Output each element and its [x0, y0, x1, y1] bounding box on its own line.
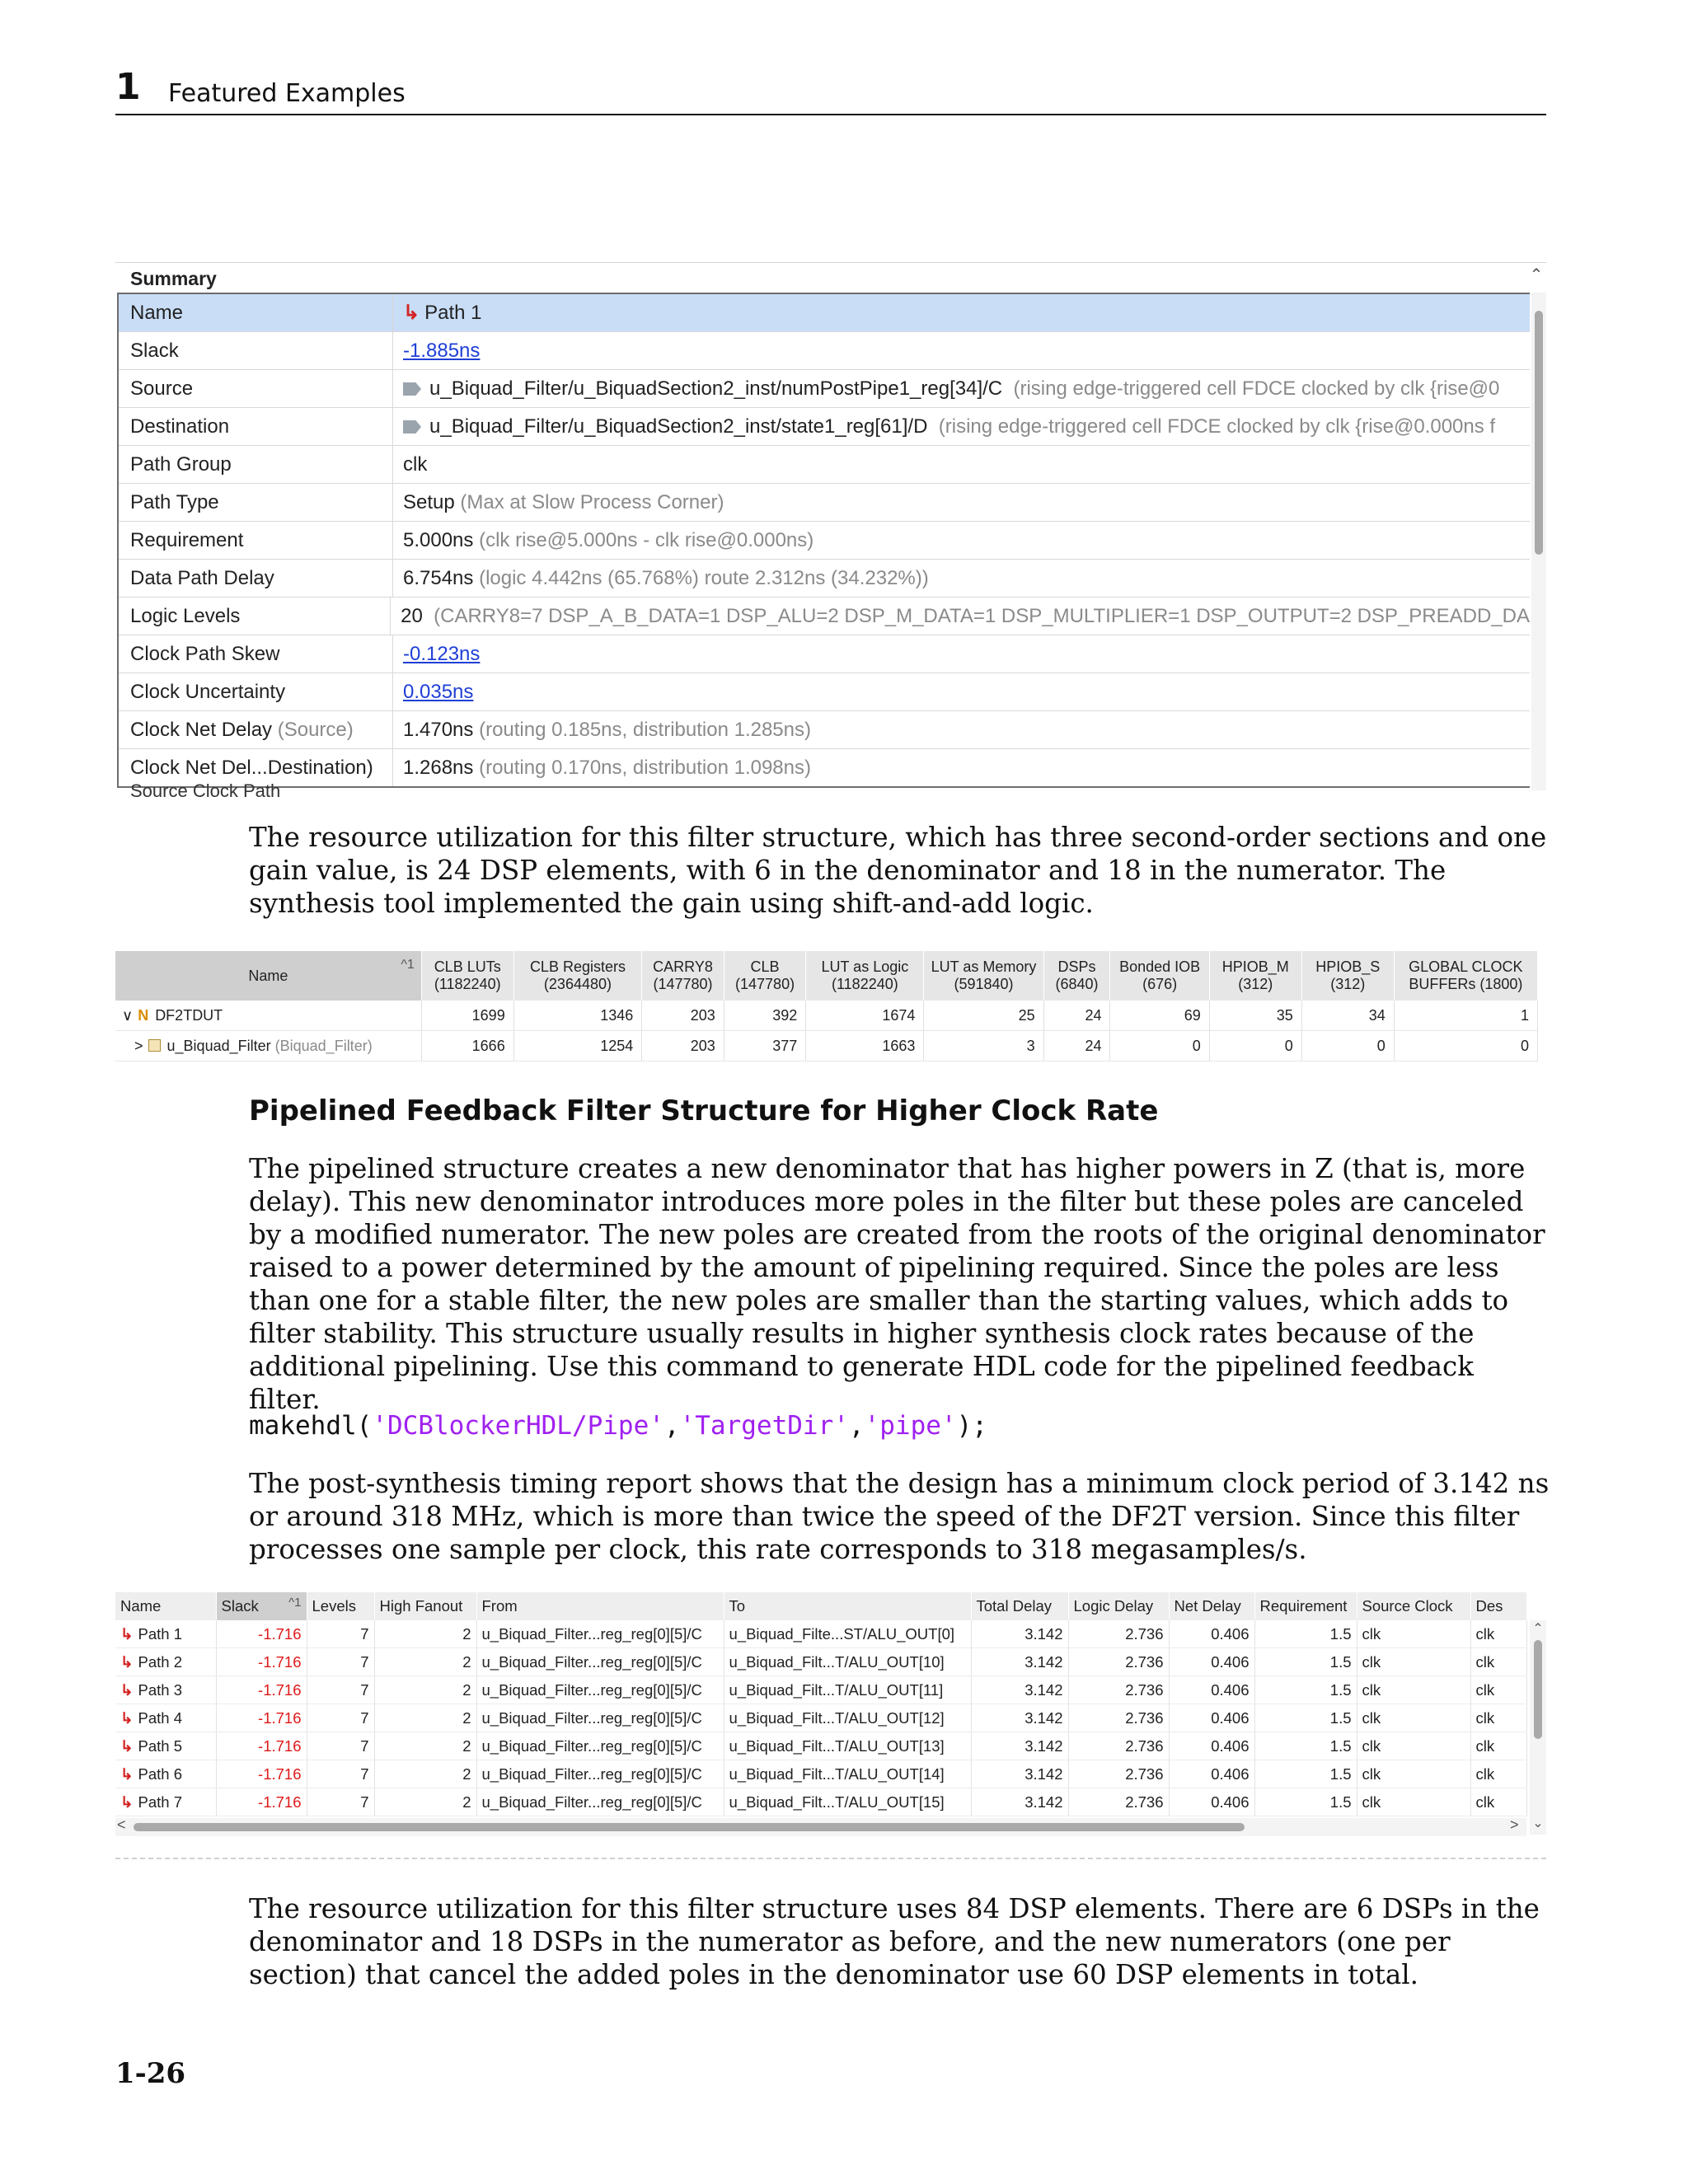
- timing-path-row[interactable]: [115, 1648, 1526, 1676]
- timing-horizontal-scrollbar[interactable]: [115, 1818, 1526, 1836]
- summary-value: 1.268ns: [403, 757, 474, 779]
- cell-pin-icon: [403, 382, 421, 396]
- timing-cell: 7: [307, 1676, 374, 1704]
- timing-cell: 7: [307, 1760, 374, 1788]
- util-header-label: DSPs: [1057, 958, 1096, 975]
- util-header[interactable]: [421, 951, 513, 1001]
- summary-row-slack: [119, 332, 1530, 370]
- timing-path-name: Path 1: [138, 1624, 183, 1643]
- paragraph-1: The resource utilization for this filter structure, which has three second-order sections and one gain value, is 24 DSP elements, with 6 in the denominator and 18 in the numerator. The synthesis tool implemented the gain using shift-and-add logic.: [249, 822, 1547, 919]
- timing-path-name-cell: [115, 1760, 216, 1788]
- summary-key-text: Clock Net Delay: [130, 719, 273, 741]
- timing-paths-panel: [115, 1592, 1546, 1859]
- util-header[interactable]: [924, 951, 1043, 1001]
- timing-cell: u_Biquad_Filter...reg_reg[0][5]/C: [476, 1788, 724, 1816]
- util-header-name-label: Name: [248, 967, 288, 984]
- summary-cut-off-row: Source Clock Path: [130, 780, 281, 801]
- page-number: 1-26: [115, 2057, 186, 2090]
- summary-row-destination: [119, 408, 1530, 446]
- timing-cell: u_Biquad_Filt...T/ALU_OUT[12]: [724, 1704, 971, 1732]
- timing-path-row[interactable]: [115, 1704, 1526, 1732]
- timing-header[interactable]: Net Delay: [1169, 1592, 1254, 1620]
- summary-value: Path 1: [424, 302, 482, 324]
- timing-cell: 2: [374, 1760, 476, 1788]
- summary-detail: (rising edge-triggered cell FDCE clocked by clk {rise@0.000ns f: [938, 415, 1496, 438]
- timing-cell: clk: [1357, 1788, 1470, 1816]
- summary-key-suffix: (Source): [277, 719, 354, 741]
- summary-row-clock-net-delay-source: [119, 711, 1530, 749]
- timing-header[interactable]: High Fanout: [374, 1592, 476, 1620]
- timing-paths-table: [115, 1592, 1527, 1816]
- timing-path-icon: ↳: [120, 1680, 134, 1699]
- timing-cell: -1.716: [216, 1676, 307, 1704]
- timing-cell: 2.736: [1068, 1676, 1169, 1704]
- timing-cell: 1.5: [1254, 1760, 1357, 1788]
- clock-path-skew-link[interactable]: -0.123ns: [403, 643, 481, 665]
- util-cell: 1254: [513, 1031, 642, 1062]
- util-cell: 24: [1043, 1001, 1110, 1031]
- summary-key: Destination: [119, 408, 393, 445]
- summary-detail: (clk rise@5.000ns - clk rise@0.000ns): [479, 529, 814, 551]
- scroll-up-icon[interactable]: ⌃: [1529, 266, 1544, 284]
- util-cell: 3: [924, 1031, 1043, 1062]
- util-header-cap: BUFFERs (1800): [1409, 976, 1523, 992]
- sort-ascending-icon: ^1: [401, 958, 415, 972]
- util-header-cap: (312): [1238, 976, 1273, 992]
- util-header-label: HPIOB_S: [1315, 958, 1381, 975]
- timing-cell: 1.5: [1254, 1788, 1357, 1816]
- summary-row-requirement: [119, 522, 1530, 560]
- util-row-biquad-filter[interactable]: [115, 1031, 1538, 1062]
- timing-cell: 2.736: [1068, 1760, 1169, 1788]
- utilization-table: [115, 951, 1538, 1062]
- timing-path-name: Path 6: [138, 1765, 183, 1783]
- summary-key: [119, 711, 393, 748]
- timing-cell: 2.736: [1068, 1788, 1169, 1816]
- code-fn: makehdl(: [249, 1411, 373, 1441]
- utilization-panel: [115, 951, 1538, 1058]
- util-cell: 1346: [513, 1001, 642, 1031]
- timing-cell: 3.142: [971, 1760, 1068, 1788]
- timing-cell: 7: [307, 1704, 374, 1732]
- timing-path-icon: ↳: [120, 1736, 134, 1755]
- timing-cell: u_Biquad_Filt...T/ALU_OUT[13]: [724, 1732, 971, 1760]
- summary-detail: (CARRY8=7 DSP_A_B_DATA=1 DSP_ALU=2 DSP_M_DATA=1 DSP_MULTIPLIER=1 DSP_OUTPUT=2 DSP_PREADD_DA: [434, 605, 1530, 627]
- timing-path-icon: ↳: [120, 1652, 134, 1671]
- util-header-cap: (147780): [735, 976, 795, 992]
- timing-cell: 0.406: [1169, 1788, 1254, 1816]
- util-header-cap: (1182240): [832, 976, 898, 992]
- timing-cell: 0.406: [1169, 1676, 1254, 1704]
- header-rule: [115, 114, 1546, 115]
- section-heading: Pipelined Feedback Filter Structure for Higher Clock Rate: [249, 1094, 1159, 1127]
- timing-cell: u_Biquad_Filter...reg_reg[0][5]/C: [476, 1760, 724, 1788]
- timing-path-name-cell: [115, 1648, 216, 1676]
- summary-key: Logic Levels: [119, 598, 391, 635]
- timing-path-icon: ↳: [120, 1793, 134, 1811]
- summary-scroll-thumb[interactable]: [1535, 311, 1543, 555]
- slack-link[interactable]: -1.885ns: [403, 340, 481, 362]
- timing-cell: clk: [1470, 1788, 1526, 1816]
- timing-cell: u_Biquad_Filte...ST/ALU_OUT[0]: [724, 1620, 971, 1648]
- timing-cell: u_Biquad_Filter...reg_reg[0][5]/C: [476, 1620, 724, 1648]
- util-cell: 392: [724, 1001, 806, 1031]
- util-header[interactable]: [724, 951, 806, 1001]
- module-instance-icon: [148, 1039, 161, 1052]
- timing-cell: clk: [1470, 1732, 1526, 1760]
- timing-path-icon: ↳: [120, 1708, 134, 1727]
- summary-value: clk: [403, 453, 428, 476]
- util-header-label: CLB: [750, 958, 780, 975]
- summary-row-name[interactable]: [119, 294, 1530, 332]
- summary-value: 5.000ns: [403, 529, 474, 551]
- timing-path-name: Path 5: [138, 1736, 183, 1755]
- timing-cell: 2.736: [1068, 1732, 1169, 1760]
- util-header[interactable]: [1394, 951, 1537, 1001]
- timing-header[interactable]: Name: [115, 1592, 216, 1620]
- timing-path-row[interactable]: [115, 1760, 1526, 1788]
- summary-key: Data Path Delay: [119, 560, 393, 597]
- timing-cell: 3.142: [971, 1732, 1068, 1760]
- timing-cell: 2: [374, 1676, 476, 1704]
- code-comma: ,: [848, 1411, 865, 1441]
- util-cell: 69: [1110, 1001, 1209, 1031]
- timing-cell: -1.716: [216, 1704, 307, 1732]
- util-header[interactable]: [1301, 951, 1394, 1001]
- util-cell: 203: [642, 1001, 724, 1031]
- timing-cell: 1.5: [1254, 1676, 1357, 1704]
- timing-path-name-cell: [115, 1788, 216, 1816]
- summary-key: Path Group: [119, 446, 393, 483]
- timing-cell: u_Biquad_Filter...reg_reg[0][5]/C: [476, 1732, 724, 1760]
- timing-path-icon: ↳: [120, 1765, 134, 1783]
- timing-header[interactable]: Levels: [307, 1592, 374, 1620]
- timing-cell: 2: [374, 1704, 476, 1732]
- code-arg: 'pipe': [864, 1411, 957, 1441]
- code-end: );: [956, 1411, 987, 1441]
- timing-scroll-thumb[interactable]: [1534, 1640, 1542, 1739]
- util-header-cap: (147780): [653, 976, 713, 992]
- timing-cell: 0.406: [1169, 1760, 1254, 1788]
- timing-cell: 2.736: [1068, 1620, 1169, 1648]
- summary-key: Clock Uncertainty: [119, 673, 393, 710]
- timing-cell: u_Biquad_Filt...T/ALU_OUT[10]: [724, 1648, 971, 1676]
- timing-cell: 3.142: [971, 1788, 1068, 1816]
- summary-key: Path Type: [119, 484, 393, 521]
- util-cell: 1666: [421, 1031, 513, 1062]
- util-header[interactable]: [1043, 951, 1110, 1001]
- timing-path-row[interactable]: [115, 1732, 1526, 1760]
- timing-path-name-cell: [115, 1704, 216, 1732]
- summary-value: 6.754ns: [403, 567, 474, 589]
- timing-path-name-cell: [115, 1676, 216, 1704]
- timing-path-name-cell: [115, 1620, 216, 1648]
- summary-row-data-path-delay: [119, 560, 1530, 598]
- code-arg: 'DCBlockerHDL/Pipe': [372, 1411, 664, 1441]
- timing-path-row[interactable]: [115, 1676, 1526, 1704]
- paragraph-2: The pipelined structure creates a new denominator that has higher powers in Z (that is, more delay). This new denominator introduces more poles in the filter but these poles are canceled by a modified numerator. The new poles are created from the roots of the original denominator raised to a power determined by the amount of pipelining required. Since the poles are less than one for a stable filter, the new poles are smaller than the starting values, which adds to filter stability. This structure usually results in higher synthesis clock rates because of the additional pipelining. Use this command to generate HDL code for the pipelined feedback filter.: [249, 1153, 1545, 1415]
- util-header-label: LUT as Logic: [821, 958, 909, 975]
- timing-header-label: Slack: [221, 1597, 259, 1615]
- util-header[interactable]: [1110, 951, 1209, 1001]
- util-header[interactable]: [642, 951, 724, 1001]
- util-cell: 1699: [421, 1001, 513, 1031]
- timing-cell: -1.716: [216, 1620, 307, 1648]
- summary-value: Setup: [403, 491, 455, 513]
- timing-cell: clk: [1470, 1760, 1526, 1788]
- sort-ascending-icon: ^1: [288, 1596, 302, 1610]
- timing-cell: 0.406: [1169, 1648, 1254, 1676]
- code-arg: 'TargetDir': [679, 1411, 849, 1441]
- util-header-label: HPIOB_M: [1221, 958, 1289, 975]
- timing-cell: clk: [1357, 1620, 1470, 1648]
- summary-key: Requirement: [119, 522, 393, 559]
- summary-row-path-type: [119, 484, 1530, 522]
- summary-key: Clock Net Del...Destination): [119, 749, 393, 786]
- timing-cell: clk: [1357, 1760, 1470, 1788]
- summary-row-path-group: [119, 446, 1530, 484]
- clock-uncertainty-link[interactable]: 0.035ns: [403, 681, 474, 703]
- timing-cell: 0.406: [1169, 1732, 1254, 1760]
- timing-cell: -1.716: [216, 1788, 307, 1816]
- summary-row-logic-levels: [119, 598, 1530, 635]
- util-header-label: CARRY8: [653, 958, 713, 975]
- util-header-cap: (1182240): [434, 976, 501, 992]
- summary-key: Clock Path Skew: [119, 635, 393, 673]
- timing-cell: u_Biquad_Filt...T/ALU_OUT[11]: [724, 1676, 971, 1704]
- timing-cell: 7: [307, 1648, 374, 1676]
- util-row-name: DF2TDUT: [155, 1006, 223, 1024]
- util-header[interactable]: [806, 951, 924, 1001]
- timing-path-name: Path 4: [138, 1708, 183, 1727]
- summary-detail: (logic 4.442ns (65.768%) route 2.312ns (34.232%)): [479, 567, 929, 589]
- timing-cell: 0.406: [1169, 1620, 1254, 1648]
- util-header-cap: (676): [1142, 976, 1178, 992]
- timing-cell: u_Biquad_Filter...reg_reg[0][5]/C: [476, 1704, 724, 1732]
- util-cell: 35: [1209, 1001, 1301, 1031]
- scroll-left-icon[interactable]: <: [117, 1816, 126, 1833]
- timing-header[interactable]: Total Delay: [971, 1592, 1068, 1620]
- collapse-chevron-icon[interactable]: ∨: [122, 1006, 134, 1024]
- timing-cell: 7: [307, 1788, 374, 1816]
- util-cell: 1663: [806, 1031, 924, 1062]
- timing-cell: clk: [1357, 1704, 1470, 1732]
- timing-cell: u_Biquad_Filt...T/ALU_OUT[15]: [724, 1788, 971, 1816]
- timing-header[interactable]: To: [724, 1592, 971, 1620]
- timing-cell: 3.142: [971, 1704, 1068, 1732]
- code-comma: ,: [663, 1411, 680, 1441]
- timing-cell: -1.716: [216, 1760, 307, 1788]
- util-header-label: CLB Registers: [529, 958, 626, 975]
- summary-detail: (routing 0.170ns, distribution 1.098ns): [479, 757, 811, 779]
- util-cell: 0: [1301, 1031, 1394, 1062]
- util-header[interactable]: [1209, 951, 1301, 1001]
- timing-cell: 2: [374, 1648, 476, 1676]
- paragraph-3: The post-synthesis timing report shows that the design has a minimum clock period of 3.142 ns or around 318 MHz, which is more than twice the speed of the DF2T version. Since this filter processes one sample per clock, this rate corresponds to 318 megasamples/s.: [249, 1468, 1550, 1565]
- util-cell: 0: [1110, 1031, 1209, 1062]
- summary-row-clock-net-delay-destination: [119, 749, 1530, 788]
- util-cell: 377: [724, 1031, 806, 1062]
- util-cell: 203: [642, 1031, 724, 1062]
- util-header[interactable]: [513, 951, 642, 1001]
- util-header-label: Bonded IOB: [1119, 958, 1201, 975]
- timing-cell: 2.736: [1068, 1704, 1169, 1732]
- util-header-label: GLOBAL CLOCK: [1409, 958, 1523, 975]
- timing-path-name: Path 3: [138, 1680, 183, 1699]
- util-header-label: LUT as Memory: [931, 958, 1037, 975]
- summary-table: [117, 293, 1530, 788]
- util-cell: 25: [924, 1001, 1043, 1031]
- scroll-right-icon[interactable]: >: [1510, 1816, 1519, 1833]
- scroll-down-icon[interactable]: ⌄: [1532, 1816, 1544, 1830]
- util-header-cap: (6840): [1055, 976, 1099, 992]
- timing-header[interactable]: Logic Delay: [1068, 1592, 1169, 1620]
- timing-path-icon: ↳: [120, 1624, 134, 1643]
- summary-key: Name: [119, 294, 393, 331]
- summary-value: 20: [401, 605, 423, 627]
- util-header-cap: (312): [1330, 976, 1366, 992]
- summary-row-clock-uncertainty: [119, 673, 1530, 711]
- util-cell: 0: [1394, 1031, 1537, 1062]
- util-name-cell: [115, 1031, 421, 1062]
- util-header-cap: (591840): [954, 976, 1014, 992]
- timing-cell: 2: [374, 1732, 476, 1760]
- timing-cell: 2.736: [1068, 1648, 1169, 1676]
- timing-cell: clk: [1470, 1676, 1526, 1704]
- timing-cell: clk: [1470, 1704, 1526, 1732]
- summary-value[interactable]: u_Biquad_Filter/u_BiquadSection2_inst/numPostPipe1_reg[34]/C: [429, 377, 1003, 400]
- summary-detail: (routing 0.185ns, distribution 1.285ns): [479, 719, 811, 741]
- util-name-cell: [115, 1001, 421, 1031]
- timing-cell: 1.5: [1254, 1620, 1357, 1648]
- timing-path-icon: ↳: [403, 302, 420, 324]
- timing-header[interactable]: Des: [1470, 1592, 1526, 1620]
- timing-header[interactable]: Source Clock: [1357, 1592, 1470, 1620]
- timing-vertical-scrollbar[interactable]: [1530, 1620, 1546, 1835]
- timing-cell: 2: [374, 1788, 476, 1816]
- summary-title: Summary: [130, 268, 217, 289]
- timing-cell: u_Biquad_Filt...T/ALU_OUT[14]: [724, 1760, 971, 1788]
- timing-cell: u_Biquad_Filter...reg_reg[0][5]/C: [476, 1676, 724, 1704]
- summary-key: Slack: [119, 332, 393, 369]
- timing-cell: -1.716: [216, 1648, 307, 1676]
- timing-cell: 3.142: [971, 1648, 1068, 1676]
- summary-scrollbar[interactable]: [1531, 293, 1546, 790]
- util-row-df2tdut[interactable]: [115, 1001, 1538, 1031]
- timing-cell: 3.142: [971, 1620, 1068, 1648]
- timing-cell: clk: [1470, 1648, 1526, 1676]
- util-row-subname: (Biquad_Filter): [274, 1037, 373, 1054]
- timing-header[interactable]: From: [476, 1592, 724, 1620]
- util-cell: 1674: [806, 1001, 924, 1031]
- timing-path-name: Path 2: [138, 1652, 183, 1671]
- util-cell: 0: [1209, 1031, 1301, 1062]
- util-header-label: CLB LUTs: [434, 958, 501, 975]
- timing-path-row[interactable]: [115, 1620, 1526, 1648]
- util-cell: 24: [1043, 1031, 1110, 1062]
- summary-detail: (Max at Slow Process Corner): [460, 491, 724, 513]
- util-header-cap: (2364480): [543, 976, 612, 992]
- timing-header-sorted[interactable]: [216, 1592, 307, 1620]
- timing-header[interactable]: Requirement: [1254, 1592, 1357, 1620]
- code-line: [249, 1409, 987, 1442]
- chapter-number: 1: [115, 66, 141, 108]
- util-cell: 1: [1394, 1001, 1537, 1031]
- timing-cell: 7: [307, 1620, 374, 1648]
- timing-cell: 1.5: [1254, 1648, 1357, 1676]
- timing-horizontal-thumb[interactable]: [134, 1823, 1245, 1831]
- timing-cell: clk: [1357, 1648, 1470, 1676]
- summary-row-source: [119, 370, 1530, 408]
- netlist-n-icon: N: [138, 1006, 149, 1024]
- timing-cell: 2: [374, 1620, 476, 1648]
- cell-pin-icon: [403, 420, 421, 434]
- expand-chevron-icon[interactable]: >: [134, 1037, 143, 1054]
- util-row-name: u_Biquad_Filter: [166, 1037, 271, 1054]
- paragraph-4: The resource utilization for this filter structure uses 84 DSP elements. There are 6 DSPs in the denominator and 18 DSPs in the numerator as before, and the new numerators (one per section) that cancel the added poles in the denominator use 60 DSP elements in total.: [249, 1893, 1540, 1990]
- timing-cell: u_Biquad_Filter...reg_reg[0][5]/C: [476, 1648, 724, 1676]
- timing-cell: 1.5: [1254, 1732, 1357, 1760]
- timing-path-name-cell: [115, 1732, 216, 1760]
- timing-cell: 3.142: [971, 1676, 1068, 1704]
- timing-cell: 7: [307, 1732, 374, 1760]
- timing-summary-panel: [115, 262, 1546, 801]
- timing-path-name: Path 7: [138, 1793, 183, 1811]
- summary-detail: (rising edge-triggered cell FDCE clocked by clk {rise@0: [1013, 377, 1500, 400]
- timing-cell: clk: [1357, 1676, 1470, 1704]
- summary-value: 1.470ns: [403, 719, 474, 741]
- summary-row-clock-path-skew: [119, 635, 1530, 673]
- util-header-name[interactable]: [115, 951, 421, 1001]
- util-cell: 34: [1301, 1001, 1394, 1031]
- summary-key: Source: [119, 370, 393, 407]
- summary-value[interactable]: u_Biquad_Filter/u_BiquadSection2_inst/state1_reg[61]/D: [429, 415, 928, 438]
- chapter-title: Featured Examples: [168, 79, 406, 108]
- timing-cell: clk: [1357, 1732, 1470, 1760]
- timing-cell: 0.406: [1169, 1704, 1254, 1732]
- timing-cell: clk: [1470, 1620, 1526, 1648]
- timing-cell: 1.5: [1254, 1704, 1357, 1732]
- timing-cell: -1.716: [216, 1732, 307, 1760]
- timing-path-row[interactable]: [115, 1788, 1526, 1816]
- scroll-up-icon[interactable]: ⌃: [1532, 1622, 1544, 1636]
